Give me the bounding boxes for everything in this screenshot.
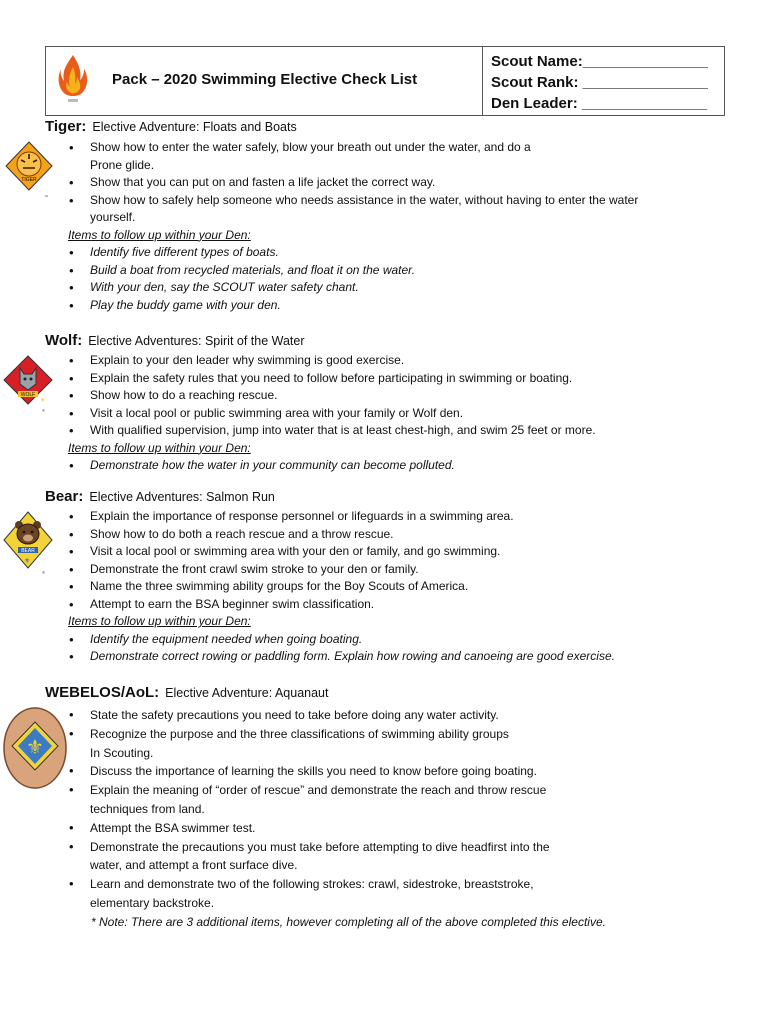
den-leader-field[interactable]: Den Leader: _______________	[491, 95, 707, 112]
tiger-heading: Tiger:	[45, 118, 87, 135]
webelos-section	[45, 684, 730, 931]
bear-heading: Bear:	[45, 488, 84, 505]
bear-badge-label: BEAR	[21, 548, 35, 554]
list-item: • Explain to your den leader why swimming is good exercise.	[45, 352, 730, 370]
tiger-section	[45, 118, 730, 314]
svg-text:®: ®	[42, 570, 45, 575]
header-box	[45, 46, 725, 116]
list-item: • Identify the equipment needed when going boating.	[45, 631, 730, 649]
list-item: • With qualified supervision, jump into water that is at least chest-high, and swim 25 feet or more.	[45, 422, 730, 440]
follow-up-label: Items to follow up within your Den:	[68, 614, 251, 628]
svg-text:™: ™	[44, 194, 48, 199]
list-item: • Demonstrate the precautions you must take before attempting to dive headfirst into the	[45, 838, 730, 857]
follow-up-label: Items to follow up within your Den:	[68, 227, 251, 242]
list-item: • Show how to enter the water safely, blow your breath out under the water, and do a	[45, 139, 730, 157]
list-item: • With your den, say the SCOUT water safety chant.	[45, 279, 730, 297]
scout-info-cell	[483, 47, 724, 115]
list-item: In Scouting.	[90, 745, 154, 760]
scout-name-field[interactable]: Scout Name:_______________	[491, 53, 708, 70]
list-item: • Show how to do both a reach rescue and a throw rescue.	[45, 526, 730, 544]
wolf-badge-label: WOLF	[20, 392, 36, 398]
list-item: • Demonstrate correct rowing or paddling form. Explain how rowing and canoeing are good exercise.	[45, 648, 730, 666]
list-item: • Build a boat from recycled materials, and float it on the water.	[45, 262, 730, 280]
list-item: • Demonstrate the front crawl swim stroke to your den or family.	[45, 561, 730, 579]
wolf-section	[45, 332, 730, 475]
bear-section	[45, 488, 730, 666]
header-title-cell	[46, 47, 483, 115]
list-item: • Show how to safely help someone who needs assistance in the water, without having to enter the water	[45, 192, 730, 210]
list-item: • Explain the safety rules that you need to follow before participating in swimming or boating.	[45, 370, 730, 388]
follow-up-label: Items to follow up within your Den:	[68, 440, 251, 455]
list-item: techniques from land.	[90, 801, 205, 816]
list-item: Prone glide.	[90, 157, 155, 172]
svg-text:⚜: ⚜	[26, 737, 44, 759]
list-item: • Visit a local pool or public swimming area with your family or Wolf den.	[45, 405, 730, 423]
list-item: • Explain the importance of response personnel or lifeguards in a swimming area.	[45, 508, 730, 526]
svg-text:⚜: ⚜	[24, 558, 31, 565]
list-item: • Demonstrate how the water in your community can become polluted.	[45, 457, 730, 475]
bear-elective: Elective Adventures: Salmon Run	[89, 490, 275, 504]
list-item: • Attempt the BSA swimmer test.	[45, 819, 730, 838]
svg-text:⚜: ⚜	[40, 398, 46, 404]
list-item: • Recognize the purpose and the three classifications of swimming ability groups	[45, 725, 730, 744]
webelos-heading: WEBELOS/AoL:	[45, 684, 160, 701]
list-item: • Identify five different types of boats.	[45, 244, 730, 262]
list-item: water, and attempt a front surface dive.	[90, 858, 298, 873]
webelos-note: * Note: There are 3 additional items, however completing all of the above completed this elective.	[91, 914, 606, 929]
list-item: • State the safety precautions you need to take before doing any water activity.	[45, 706, 730, 725]
svg-text:®: ®	[42, 408, 45, 413]
scout-rank-field[interactable]: Scout Rank: _______________	[491, 74, 708, 91]
list-item: • Play the buddy game with your den.	[45, 297, 730, 315]
list-item: • Name the three swimming ability groups for the Boy Scouts of America.	[45, 578, 730, 596]
page-title: Pack – 2020 Swimming Elective Check List	[112, 71, 418, 88]
list-item: • Explain the meaning of “order of rescue” and demonstrate the reach and throw rescue	[45, 781, 730, 800]
wolf-heading: Wolf:	[45, 332, 83, 349]
flame-logo-icon	[56, 53, 90, 107]
list-item: • Attempt to earn the BSA beginner swim classification.	[45, 596, 730, 614]
list-item: elementary backstroke.	[90, 895, 215, 910]
tiger-elective: Elective Adventure: Floats and Boats	[92, 120, 297, 134]
list-item: • Discuss the importance of learning the skills you need to know before going boating.	[45, 762, 730, 781]
webelos-elective: Elective Adventure: Aquanaut	[165, 686, 329, 700]
list-item: • Show how to do a reaching rescue.	[45, 387, 730, 405]
list-item: yourself.	[90, 210, 136, 224]
tiger-badge-label: TIGER	[21, 177, 37, 183]
list-item: • Learn and demonstrate two of the following strokes: crawl, sidestroke, breaststroke,	[45, 875, 730, 894]
list-item: • Visit a local pool or swimming area with your den or family, and go swimming.	[45, 543, 730, 561]
wolf-elective: Elective Adventures: Spirit of the Water	[88, 334, 305, 348]
list-item: • Show that you can put on and fasten a life jacket the correct way.	[45, 174, 730, 192]
